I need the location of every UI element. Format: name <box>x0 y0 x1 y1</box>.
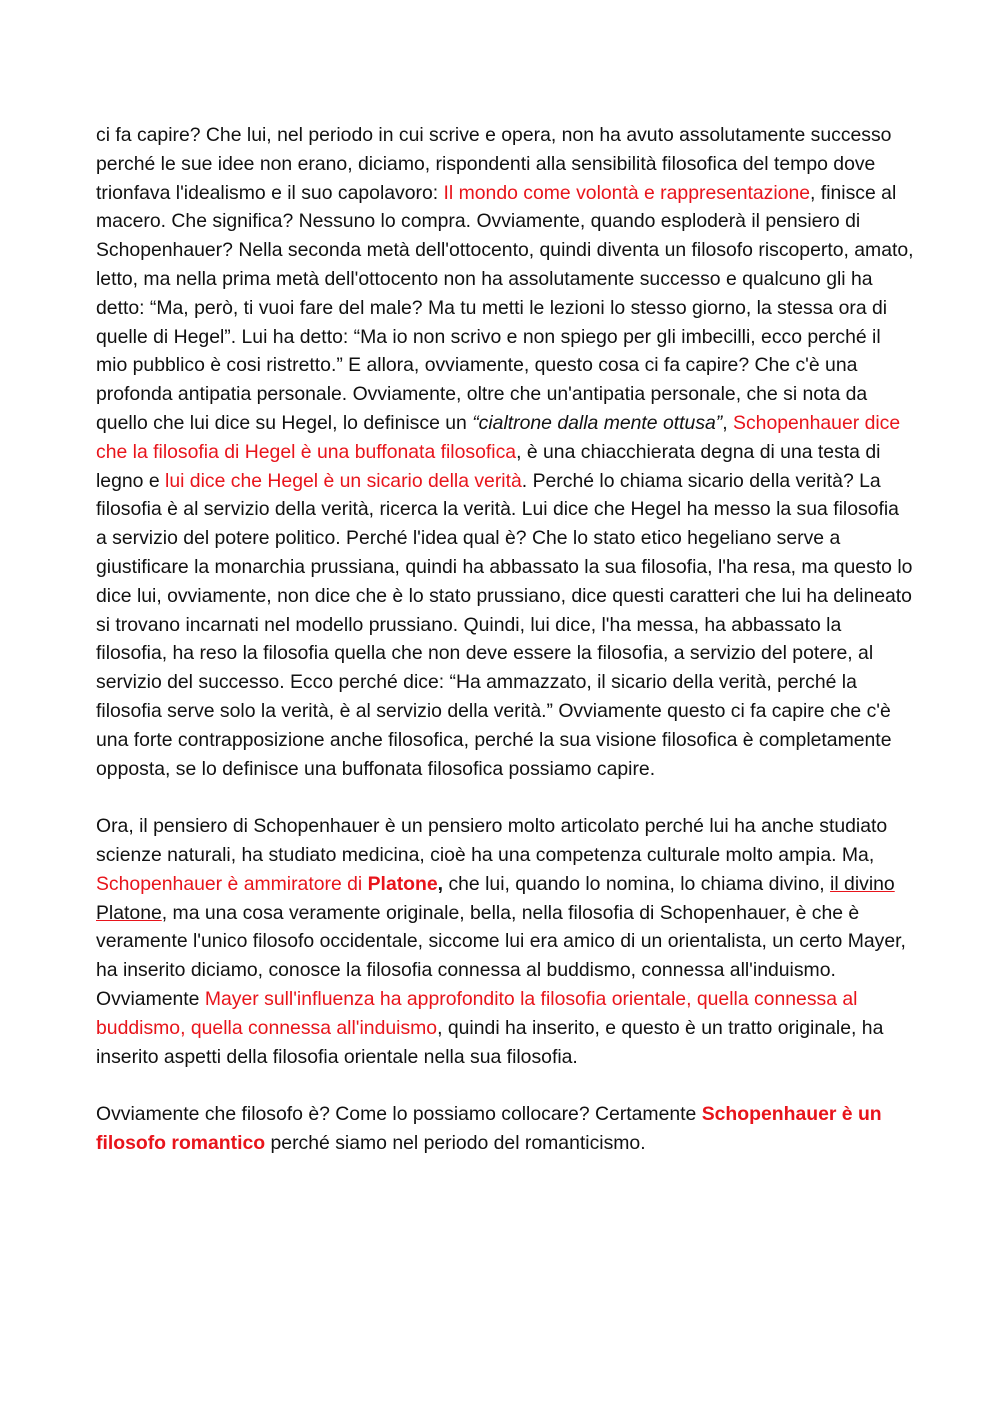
highlighted-phrase: Schopenhauer dice che la filosofia di Hegel è una buffonata filosofica <box>96 411 901 463</box>
text-run: , quindi ha inserito, e questo è un tratto originale, ha inserito aspetti della filosofia orientale nella sua filosofia. <box>96 1016 884 1068</box>
highlighted-phrase: lui dice che Hegel è un sicario della verità <box>165 469 522 492</box>
underlined-phrase: il divino Platone <box>96 872 895 924</box>
paragraph-romantic-philosopher <box>96 1100 914 1158</box>
highlighted-book-title: Il mondo come volontà e rappresentazione <box>443 181 811 204</box>
text-run: , è una chiacchierata degna di una testa di legno e <box>96 440 881 492</box>
text-run: Ora, il pensiero di Schopenhauer è un pensiero molto articolato perché lui ha anche studiato scienze naturali, ha studiato medicina, cioè ha una competenza culturale molto ampia. Ma, <box>96 815 888 866</box>
highlighted-phrase: Mayer sull'influenza ha approfondito la filosofia orientale, quella connessa al buddismo, quella connessa all'induismo <box>96 987 858 1039</box>
text-run: Ovviamente che filosofo è? Come lo possiamo collocare? Certamente <box>96 1103 702 1126</box>
document-page <box>96 121 914 1186</box>
text-run: , <box>722 411 734 434</box>
text-run: ci fa capire? Che lui, nel periodo in cui scrive e opera, non ha avuto assolutamente successo perché le sue idee non erano, diciamo, rispondenti alla sensibilità filosofica del tempo dove trionfava l'idealismo e il suo capolavoro: <box>96 124 892 204</box>
text-run: . Perché lo chiama sicario della verità? La filosofia è al servizio della verità, ricerca la verità. Lui dice che Hegel ha messo la sua filosofia a servizio del potere politico. Perché l'idea qual è? Che lo stato etico hegeliano serve a giustificare la monarchia prussiana, quindi ha abbassato la sua filosofia, l'ha resa, ma questo lo dice lui, ovviamente, non dice che è lo stato prussiano, dice questi caratteri che lui ha delineato si trovano incarnati nel modello prussiano. Quindi, lui dice, l'ha messa, ha abbassato la filosofia, ha reso la filosofia quella che non deve essere la filosofia, a servizio del potere, al servizio del successo. Ecco perché dice: “Ha ammazzato, il sicario della verità, perché la filosofia serve solo la verità, è al servizio della verità.” Ovviamente questo ci fa capire che c'è una forte contrapposizione anche filosofica, perché la sua visione filosofica è completamente opposta, se lo definisce una buffonata filosofica possiamo capire. <box>96 469 913 780</box>
highlighted-phrase: Schopenhauer è ammiratore di <box>96 872 368 895</box>
text-run: perché siamo nel periodo del romanticismo. <box>265 1131 646 1154</box>
bold-comma: , <box>437 872 444 895</box>
highlighted-bold-name: Platone <box>367 872 438 895</box>
paragraph-oriental-philosophy <box>96 812 914 1071</box>
text-run: , finisce al macero. Che significa? Nessuno lo compra. Ovviamente, quando esploderà il pensiero di Schopenhauer? Nella seconda metà dell'ottocento, quindi diventa un filosofo riscoperto, amato, letto, ma nella prima metà dell'ottocento non ha assolutamente successo e qualcuno gli ha detto: “Ma, però, ti vuoi fare del male? Ma tu metti le lezioni lo stesso giorno, la stessa ora di quelle di Hegel”. Lui ha detto: “Ma io non scrivo e non spiego per gli imbecilli, ecco perché il mio pubblico è cosi ristretto.” E allora, ovviamente, questo cosa ci fa capire? Che c'è una profonda antipatia personale. Ovviamente, oltre che un'antipatia personale, che si nota da quello che lui dice su Hegel, lo definisce un <box>96 181 914 434</box>
text-run: , ma una cosa veramente originale, bella, nella filosofia di Schopenhauer, è che è veramente l'unico filosofo occidentale, siccome lui era amico di un orientalista, un certo Mayer, ha inserito diciamo, conosce la filosofia connessa al buddismo, connessa all'induismo. Ovviamente <box>96 901 906 1010</box>
text-run: che lui, quando lo nomina, lo chiama divino, <box>443 872 831 895</box>
italic-quote: “cialtrone dalla mente ottusa” <box>472 411 723 434</box>
highlighted-bold-phrase: Schopenhauer è un filosofo romantico <box>96 1103 882 1154</box>
paragraph-hegel-critique <box>96 121 914 783</box>
